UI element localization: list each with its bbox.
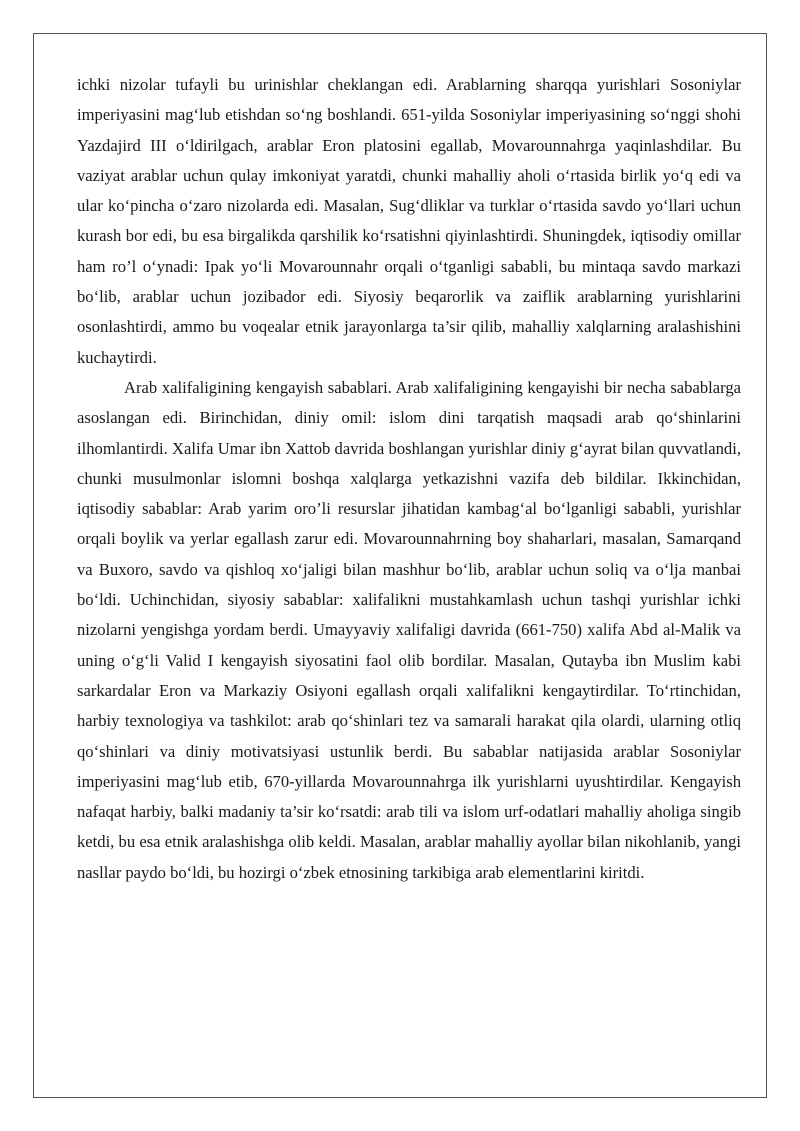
paragraph-continuation: ichki nizolar tufayli bu urinishlar cheklangan edi. Arablarning sharqqa yurishlari Sosoniylar imperiyasini mag‘lub etishdan so‘ng boshlandi. 651-yilda Sosoniylar imperiyasining so‘nggi shohi Yazdajird III o‘ldirilgach, arablar Eron platosini egallab, Movarounnahrga yaqinlashdilar. Bu vaziyat arablar uchun qulay imkoniyat yaratdi, chunki mahalliy aholi o‘rtasida birlik yo‘q edi va ular ko‘pincha o‘zaro nizolarda edi. Masalan, Sug‘dliklar va turklar o‘rtasida savdo yo‘llari uchun kurash bor edi, bu esa birgalikda qarshilik ko‘rsatishni qiyinlashtirdi. Shuningdek, iqtisodiy omillar ham ro’l o‘ynadi: Ipak yo‘li Movarounnahr orqali o‘tganligi sababli, bu mintaqa savdo markazi bo‘lib, arablar uchun jozibador edi. Siyosiy beqarorlik va zaiflik arablarning yurishlarini osonlashtirdi, ammo bu voqealar etnik jarayonlarga ta’sir qilib, mahalliy xalqlarning aralashishini kuchaytirdi.: [77, 75, 741, 367]
paragraph-expansion-reasons: Arab xalifaligining kengayish sabablari. Arab xalifaligining kengayishi bir necha sabablarga asoslangan edi. Birinchidan, diniy omil: islom dini tarqatish maqsadi arab qo‘shinlarini ilhomlantirdi. Xalifa Umar ibn Xattob davrida boshlangan yurishlar diniy g‘ayrat bilan quvvatlandi, chunki musulmonlar islomni boshqa xalqlarga yetkazishni vazifa deb bildilar. Ikkinchidan, iqtisodiy sabablar: Arab yarim oro’li resurslar jihatidan kambag‘al bo‘lganligi sababli, yurishlar orqali boylik va yerlar egallash zarur edi. Movarounnahrning boy shaharlari, masalan, Samarqand va Buxoro, savdo va qishloq xo‘jaligi bilan mashhur bo‘lib, arablar uchun soliq va o‘lja manbai bo‘ldi. Uchinchidan, siyosiy sabablar: xalifalikni mustahkamlash uchun tashqi yurishlar ichki nizolarni yengishga yordam berdi. Umayyaviy xalifaligi davrida (661-750) xalifa Abd al-Malik va uning o‘g‘li Valid I kengayish siyosatini faol olib bordilar. Masalan, Qutayba ibn Muslim kabi sarkardalar Eron va Markaziy Osiyoni egallash orqali xalifalikni kengaytirdilar. To‘rtinchidan, harbiy texnologiya va tashkilot: arab qo‘shinlari tez va samarali harakat qila olardi, ularning otliq qo‘shinlari va diniy motivatsiyasi ustunlik berdi. Bu sabablar natijasida arablar Sosoniylar imperiyasini mag‘lub etib, 670-yillarda Movarounnahrga ilk yurishlarni uyushtirdilar. Kengayish nafaqat harbiy, balki madaniy ta’sir ko‘rsatdi: arab tili va islom urf-odatlari mahalliy aholiga singib ketdi, bu esa etnik aralashishga olib keldi. Masalan, arablar mahalliy ayollar bilan nikohlanib, yangi nasllar paydo bo‘ldi, bu hozirgi o‘zbek etnosining tarkibiga arab elementlarini kiritdi.: [77, 377, 741, 882]
body-text: [77, 70, 741, 888]
